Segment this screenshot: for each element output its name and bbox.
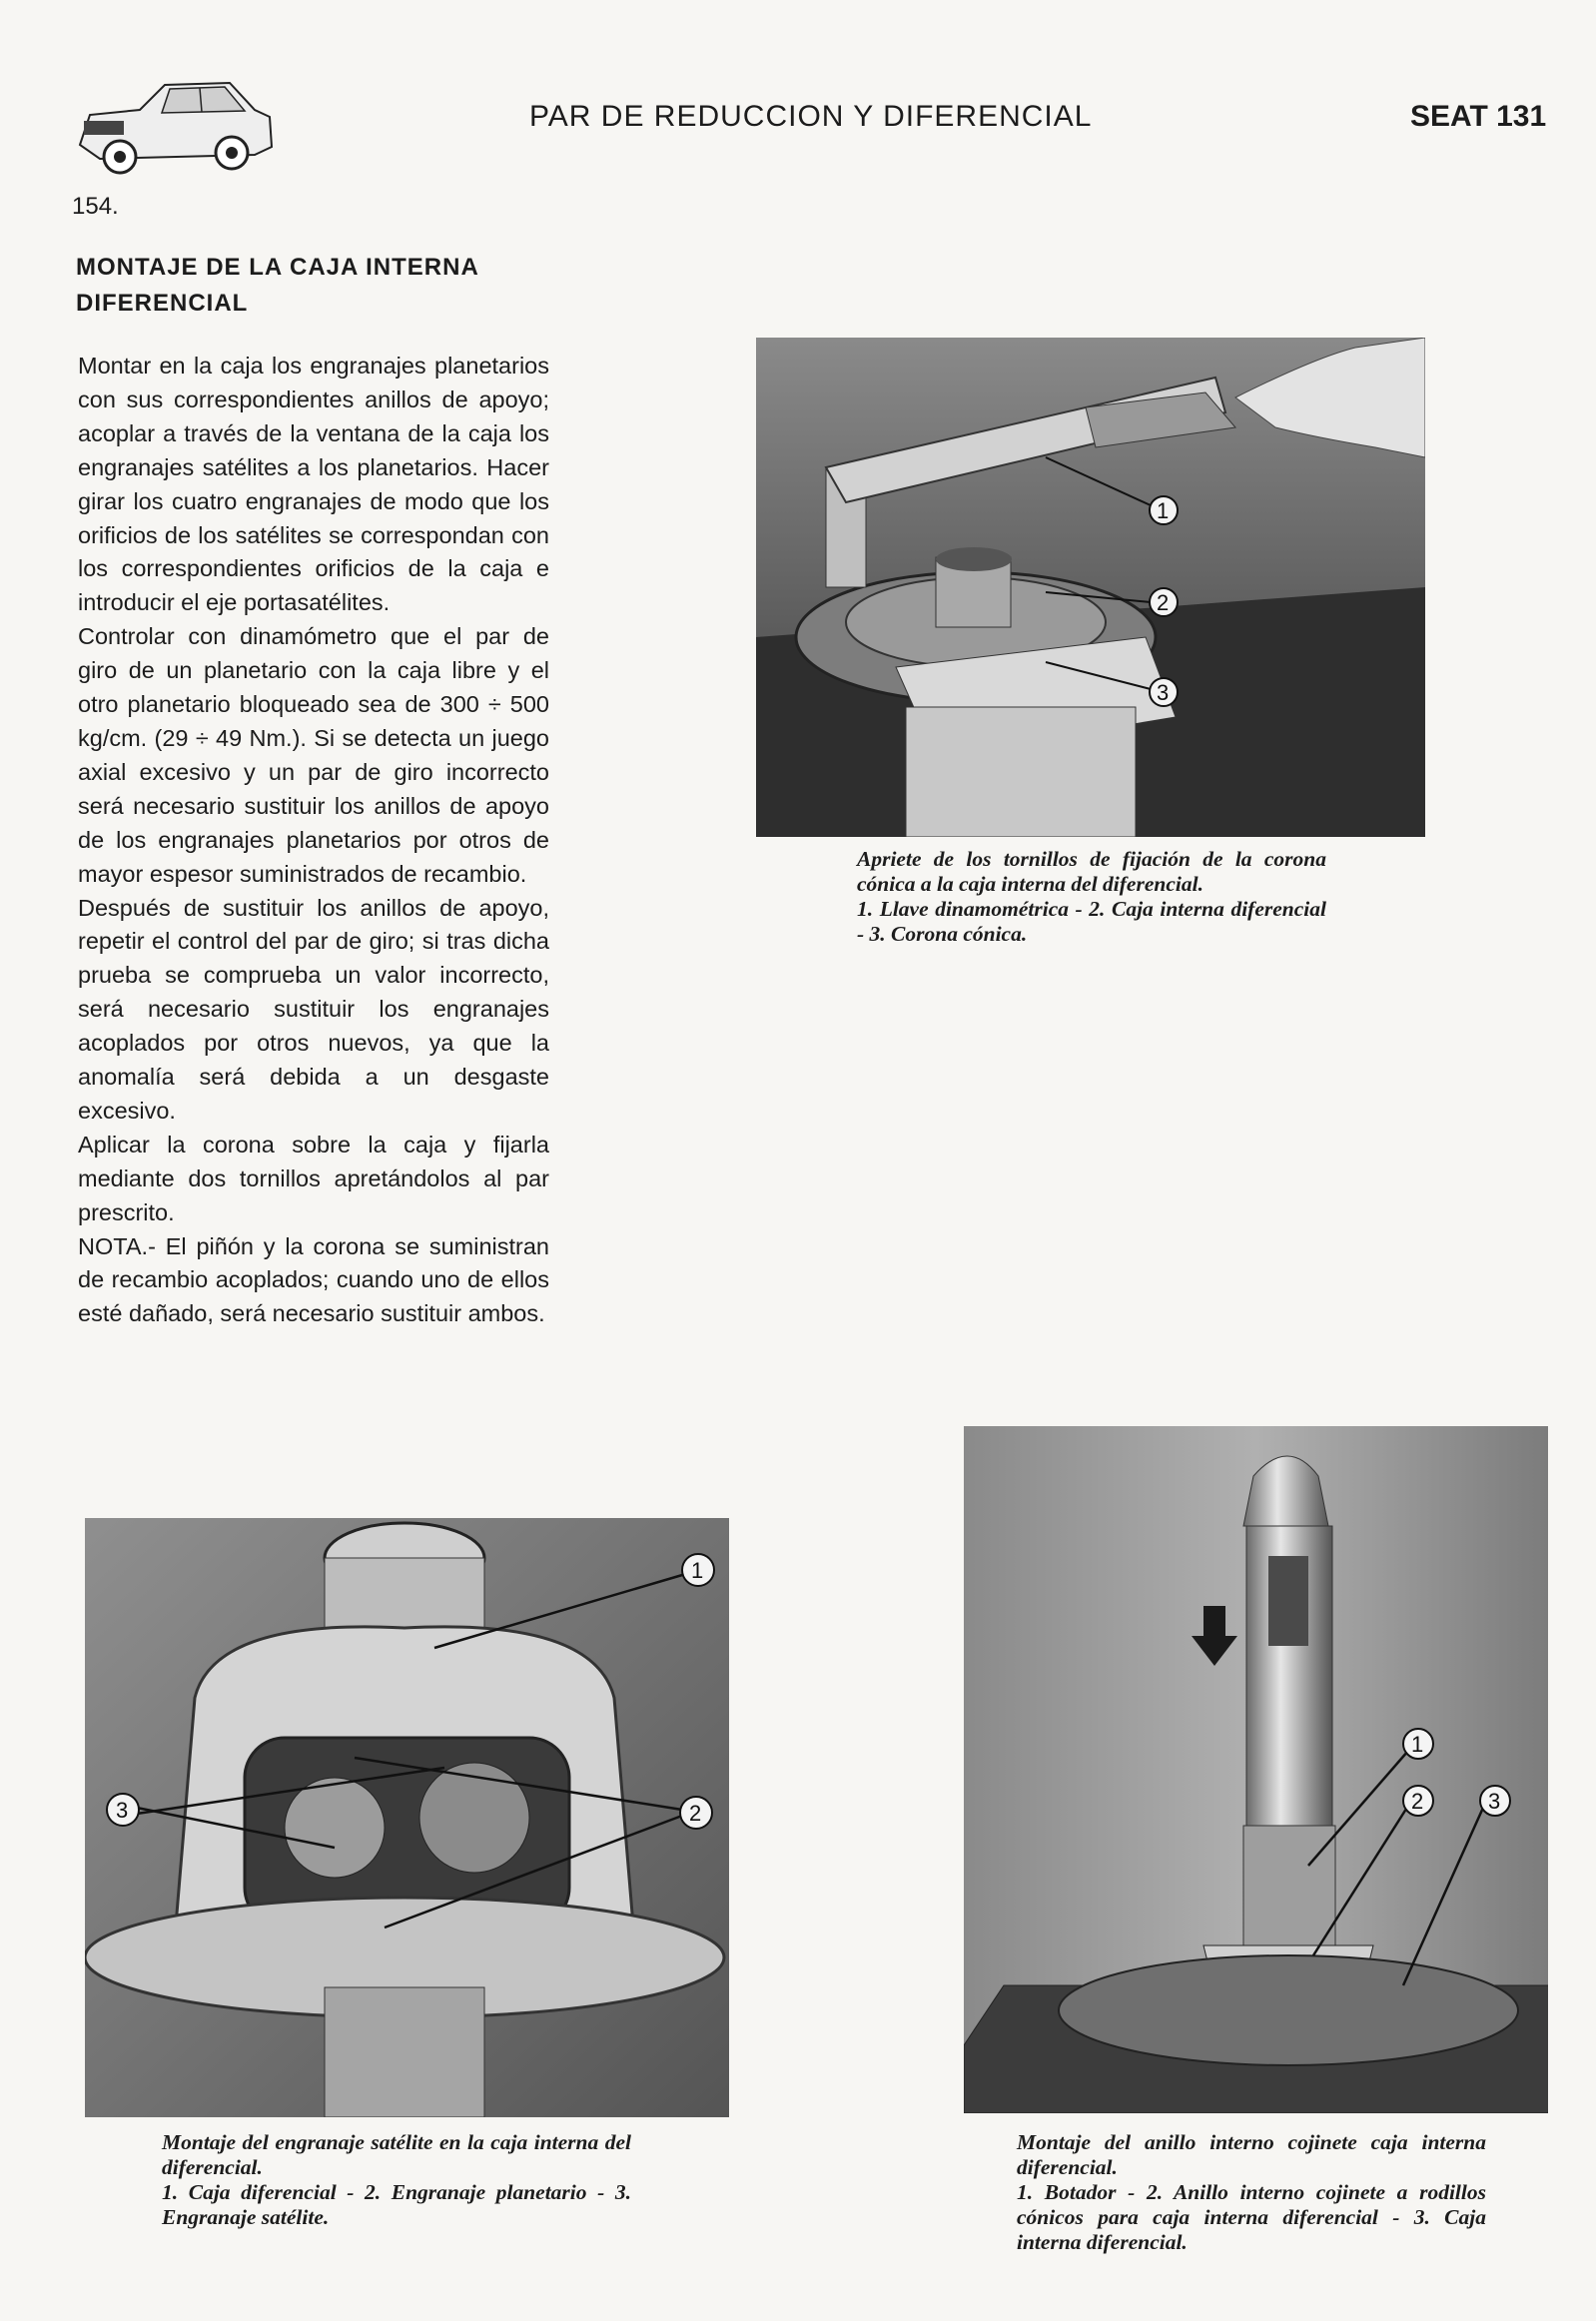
car-logo-icon <box>70 55 280 195</box>
fig2-callout-2: 2 <box>689 1801 702 1826</box>
fig1-callout-1: 1 <box>1157 498 1170 523</box>
body-text <box>78 350 549 1331</box>
body-paragraph-3: Después de sustituir los anillos de apoyo, repetir el control del par de giro; si tras dicha prueba se comprueba un valor incorrecto, será necesario sustituir los engranajes acoplados por otros nuevos, ya que la anomalía será debida a un desgaste excesivo. <box>78 894 549 1124</box>
body-paragraph-5: NOTA.- El piñón y la corona se suministran de recambio acoplados; cuando uno de ellos esté dañado, será necesario sustituir ambos. <box>78 1232 549 1327</box>
figure-1-caption-title: Apriete de los tornillos de fijación de la corona cónica a la caja interna del diferencial. <box>857 847 1326 896</box>
fig3-callout-1: 1 <box>1411 1732 1424 1757</box>
figure-2-caption <box>162 2130 631 2230</box>
figure-3-caption <box>1017 2130 1486 2255</box>
figure-2-photo <box>85 1518 729 2117</box>
figure-3-caption-items: 1. Botador - 2. Anillo interno cojinete a rodillos cónicos para caja interna diferencial - 3. Caja interna diferencial. <box>1017 2180 1486 2254</box>
body-paragraph-2: Controlar con dinamómetro que el par de giro de un planetario con la caja libre y el otro planetario bloqueado sea de 300 ÷ 500 kg/cm. (29 ÷ 49 Nm.). Si se detecta un juego axial excesivo y un par de giro incorrecto será necesario sustituir los anillos de apoyo de los engranajes planetarios por otros de mayor espesor suministrados de recambio. <box>78 623 549 887</box>
body-paragraph-1: Montar en la caja los engranajes planetarios con sus correspondientes anillos de apoyo; acoplar a través de la ventana de la caja los engranajes satélites a los planetarios. Hacer girar los cuatro engranajes de modo que los orificios de los satélites se correspondan con los correspondientes orificios de la caja e introducir el eje portasatélites. <box>78 353 549 616</box>
fig3-callout-2: 2 <box>1411 1789 1424 1814</box>
figure-3-caption-title: Montaje del anillo interno cojinete caja interna diferencial. <box>1017 2130 1486 2179</box>
section-title-line1: MONTAJE DE LA CAJA INTERNA <box>76 254 479 281</box>
fig3-callout-3: 3 <box>1488 1789 1501 1814</box>
figure-2-caption-title: Montaje del engranaje satélite en la caja interna del diferencial. <box>162 2130 631 2179</box>
fig2-callout-1: 1 <box>691 1558 704 1583</box>
figure-2-caption-items: 1. Caja diferencial - 2. Engranaje planetario - 3. Engranaje satélite. <box>162 2180 631 2229</box>
page-header-model: SEAT 131 <box>1410 100 1547 133</box>
page-header-title: PAR DE REDUCCION Y DIFERENCIAL <box>529 100 1093 133</box>
fig1-callout-2: 2 <box>1157 590 1170 615</box>
section-number: 154. <box>72 193 119 220</box>
figure-3-photo <box>964 1426 1548 2113</box>
figure-1-photo <box>756 338 1425 837</box>
fig2-callout-3: 3 <box>116 1798 129 1823</box>
fig1-callout-3: 3 <box>1157 680 1170 705</box>
body-paragraph-4: Aplicar la corona sobre la caja y fijarla mediante dos tornillos apretándolos al par prescrito. <box>78 1131 549 1225</box>
figure-1-caption <box>857 847 1326 947</box>
section-title-line2: DIFERENCIAL <box>76 290 249 317</box>
figure-1-caption-items: 1. Llave dinamométrica - 2. Caja interna diferencial - 3. Corona cónica. <box>857 897 1326 946</box>
section-title <box>76 250 555 322</box>
